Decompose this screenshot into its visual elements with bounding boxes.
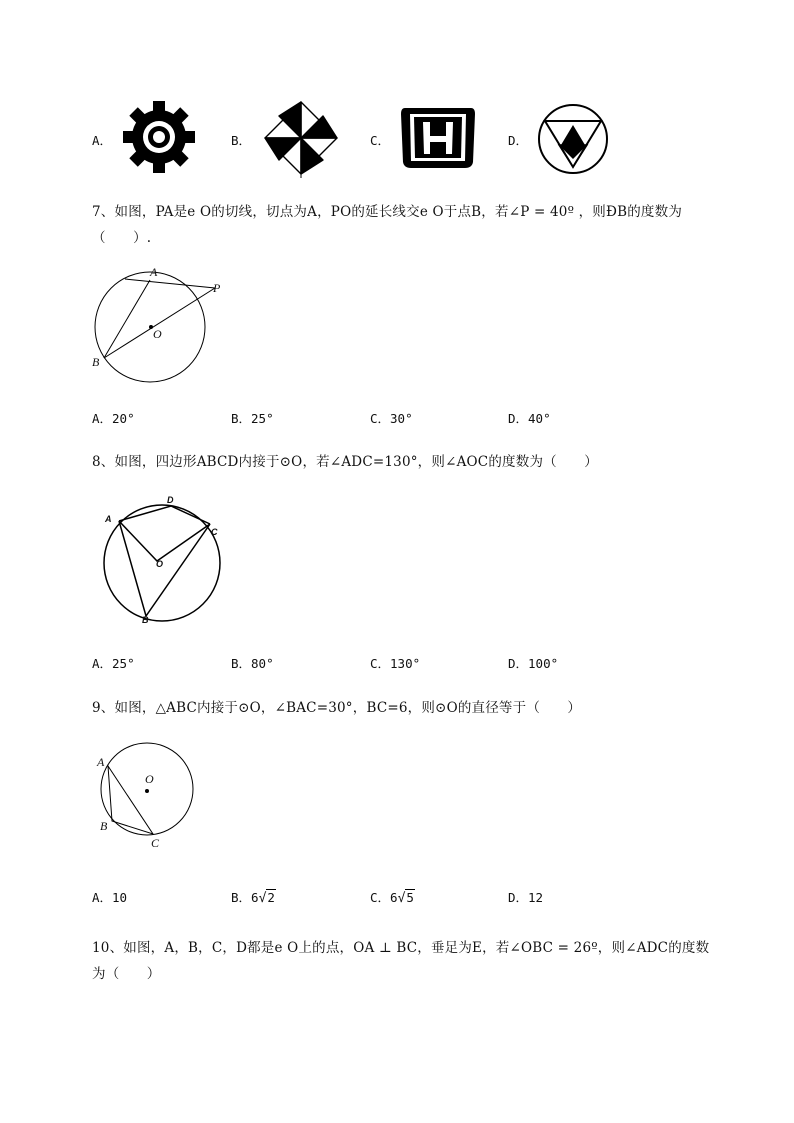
q8-label-o: O: [156, 559, 164, 569]
sqrt-icon: √: [397, 891, 406, 906]
sqrt-icon: √: [258, 891, 267, 906]
q6-option-d-label: D．: [508, 133, 529, 148]
q7-option-b: B．25°: [231, 411, 274, 426]
q8-label-c: C: [211, 527, 218, 537]
q7-label-o: O: [153, 327, 162, 341]
q8-label-b: B: [142, 615, 149, 625]
q9-option-c-prefix: C．6: [370, 890, 398, 905]
q8-option-a: A．25°: [92, 656, 135, 671]
q10-stem-line1: 10、如图，A，B，C，D都是e O上的点，OA ⊥ BC，垂足为E，若∠OBC = 26º，则∠ADC的度数: [92, 940, 710, 956]
q6-option-c-label: C．: [370, 133, 391, 148]
q8-figure: [100, 495, 230, 625]
q8-label-d: D: [167, 495, 174, 505]
q8-label-a: A: [105, 514, 112, 524]
q9-option-d: D．12: [508, 890, 544, 905]
q9-label-b: B: [100, 819, 108, 833]
q9-option-a: A．10: [92, 890, 128, 905]
q6-option-a-label: A．: [92, 133, 113, 148]
q6-option-b-label: B．: [231, 133, 252, 148]
q9-option-b-radicand: 2: [267, 890, 275, 905]
q8-option-c: C．130°: [370, 656, 421, 671]
q7-label-b: B: [92, 355, 100, 369]
q7-option-c: C．30°: [370, 411, 413, 426]
q9-option-c-radicand: 5: [406, 890, 414, 905]
q10-stem-line2: 为（ ）: [92, 966, 161, 982]
q9-option-b-prefix: B．6: [231, 890, 259, 905]
q7-option-d: D．40°: [508, 411, 551, 426]
pinwheel-icon: [261, 98, 341, 178]
q9-option-b: [231, 888, 276, 906]
gear-icon: [122, 102, 196, 172]
q9-figure: [96, 742, 196, 838]
q8-stem-line1: 8、如图，四边形ABCD内接于⊙O，若∠ADC=130°，则∠AOC的度数为（ ）: [92, 454, 598, 470]
q9-stem-line1: 9、如图，△ABC内接于⊙O，∠BAC=30°，BC=6，则⊙O的直径等于（ ）: [92, 700, 582, 716]
q8-option-b: B．80°: [231, 656, 274, 671]
q7-option-a: A．20°: [92, 411, 135, 426]
q9-label-o: O: [145, 772, 154, 786]
q9-label-a: A: [97, 755, 105, 769]
q8-option-d: D．100°: [508, 656, 559, 671]
q7-label-a: A: [150, 265, 158, 279]
triangle-in-circle-icon: [537, 103, 609, 175]
q9-option-c: [370, 888, 415, 906]
q9-label-c: C: [151, 836, 160, 850]
q7-label-p: P: [213, 281, 221, 295]
q7-stem-line1: 7、如图，PA是e O的切线，切点为A，PO的延长线交e O于点B，若∠P = 40º ，则ÐB的度数为: [92, 204, 683, 220]
honda-h-logo-icon: [399, 104, 477, 172]
q7-stem-line2: （ ）.: [92, 230, 152, 246]
